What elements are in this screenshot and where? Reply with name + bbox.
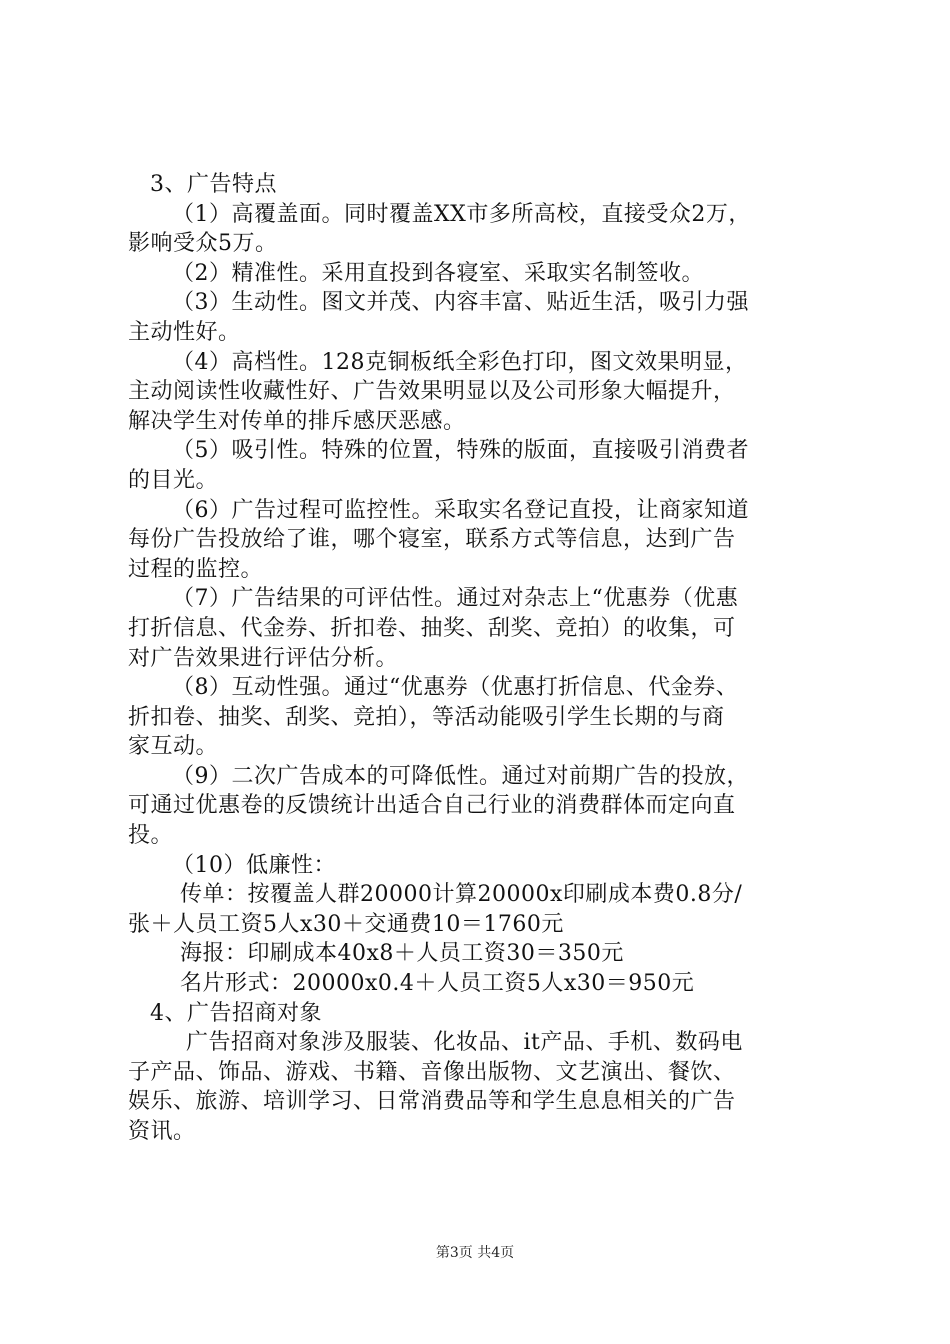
targets-line-4: 资讯。	[128, 1119, 196, 1144]
page-footer: 第3页 共4页	[435, 1245, 515, 1261]
feature-6-line-3: 过程的监控。	[128, 556, 264, 582]
feature-1-line-2: 影响受众5万。	[128, 231, 278, 257]
targets-line-3: 娱乐、旅游、培训学习、日常消费品等和学生息息相关的广告	[128, 1089, 736, 1115]
feature-8-line-2: 折扣卷、抽奖、刮奖、竞拍），等活动能吸引学生长期的与商	[128, 704, 725, 730]
feature-9-line-1: （9）二次广告成本的可降低性。通过对前期广告的投放，	[172, 763, 749, 789]
cost-card-line: 名片形式：20000x0.4＋人员工资5人x30＝950元	[180, 971, 695, 997]
feature-3-line-2: 主动性好。	[128, 319, 241, 345]
feature-7-line-3: 对广告效果进行评估分析。	[128, 645, 399, 671]
targets-line-2: 子产品、饰品、游戏、书籍、音像出版物、文艺演出、餐饮、	[128, 1059, 736, 1085]
feature-6-line-2: 每份广告投放给了谁，哪个寝室，联系方式等信息，达到广告	[128, 527, 736, 553]
feature-5-line-1: （5）吸引性。特殊的位置，特殊的版面，直接吸引消费者	[172, 438, 749, 464]
feature-4-line-1: （4）高档性。128克铜板纸全彩色打印，图文效果明显，	[172, 349, 748, 375]
feature-7-line-1: （7）广告结果的可评估性。通过对杂志上“优惠券（优惠	[172, 586, 739, 612]
cost-poster-line: 海报：印刷成本40x8＋人员工资30＝350元	[180, 941, 624, 967]
targets-line-1: 广告招商对象涉及服装、化妆品、it产品、手机、数码电	[186, 1030, 743, 1056]
document-body	[128, 170, 848, 1147]
feature-6-line-1: （6）广告过程可监控性。采取实名登记直投，让商家知道	[172, 497, 749, 523]
feature-4-line-2: 主动阅读性收藏性好、广告效果明显以及公司形象大幅提升，	[128, 379, 736, 405]
feature-3-line-1: （3）生动性。图文并茂、内容丰富、贴近生活，吸引力强	[172, 290, 749, 316]
feature-8-line-1: （8）互动性强。通过“优惠券（优惠打折信息、代金券、	[172, 675, 739, 701]
cost-flyer-line-1: 传单：按覆盖人群20000计算20000x印刷成本费0.8分/	[180, 882, 743, 908]
feature-7-line-2: 打折信息、代金券、折扣卷、抽奖、刮奖、竞拍）的收集，可	[128, 615, 736, 641]
feature-2-line-1: （2）精准性。采用直投到各寝室、采取实名制签收。	[172, 260, 704, 286]
section-heading-ad-targets: 4、广告招商对象	[150, 1000, 322, 1026]
feature-9-line-2: 可通过优惠卷的反馈统计出适合自己行业的消费群体而定向直	[128, 793, 736, 819]
cost-flyer-line-2: 张＋人员工资5人x30＋交通费10＝1760元	[128, 911, 564, 937]
feature-10-heading: （10）低廉性：	[172, 852, 336, 878]
feature-8-line-3: 家互动。	[128, 734, 219, 760]
feature-1-line-1: （1）高覆盖面。同时覆盖XX市多所高校，直接受众2万，	[172, 201, 751, 227]
feature-9-line-3: 投。	[128, 823, 174, 849]
section-heading-ad-features: 3、广告特点	[150, 172, 277, 197]
feature-5-line-2: 的目光。	[128, 467, 219, 493]
feature-4-line-3: 解决学生对传单的排斥感厌恶感。	[128, 408, 466, 434]
